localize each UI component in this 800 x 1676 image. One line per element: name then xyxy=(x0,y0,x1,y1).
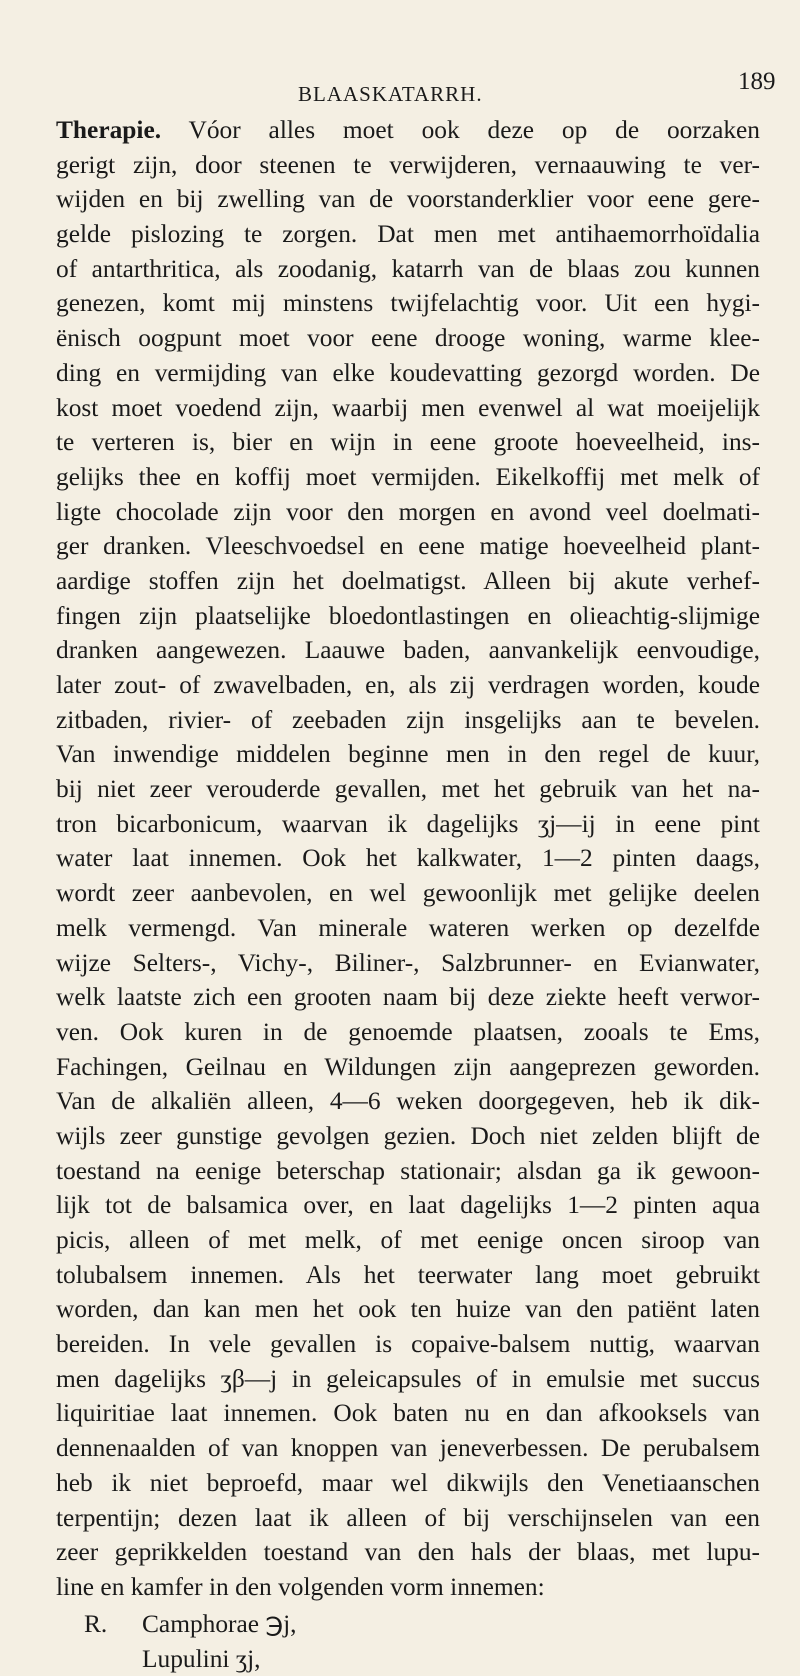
text-line: gerigt zijn, door steenen te verwijderen, vernaauwing te ver- xyxy=(56,150,760,179)
text-line: melk vermengd. Van minerale wateren werken op dezelfde xyxy=(56,913,760,942)
text-line: ënisch oogpunt moet voor eene drooge woning, warme klee- xyxy=(56,324,760,353)
text-line: liquiritiae laat innemen. Ook baten nu en dan afkooksels van xyxy=(56,1399,760,1428)
text-line: Fachingen, Geilnau en Wildungen zijn aangeprezen geworden. xyxy=(56,1052,760,1081)
prescription-line xyxy=(56,1607,760,1642)
text-line: bereiden. In vele gevallen is copaive-balsem nuttig, waarvan xyxy=(56,1330,760,1359)
text-line: Van inwendige middelen beginne men in den regel de kuur, xyxy=(56,740,760,769)
text-line: ven. Ook kuren in de genoemde plaatsen, zooals te Ems, xyxy=(56,1017,760,1046)
prescription xyxy=(56,1607,760,1676)
text-line: wijls zeer gunstige gevolgen gezien. Doch niet zelden blijft de xyxy=(56,1121,760,1150)
text-line: gelde pislozing te zorgen. Dat men met antihaemorrhoïdalia xyxy=(56,220,760,249)
text-line: worden, dan kan men het ook ten huize van den patiënt laten xyxy=(56,1295,760,1324)
text-line: welk laatste zich een grooten naam bij deze ziekte heeft verwor- xyxy=(56,983,760,1012)
text-line: terpentijn; dezen laat ik alleen of bij verschijnselen van een xyxy=(56,1503,760,1532)
first-line-text: Vóor alles moet ook deze op de oorzaken xyxy=(188,116,760,144)
text-line: tolubalsem innemen. Als het teerwater lang moet gebruikt xyxy=(56,1260,760,1289)
text-line: wijze Selters-, Vichy-, Biliner-, Salzbrunner- en Evianwater, xyxy=(56,948,760,977)
text-line: toestand na eenige beterschap stationair; alsdan ga ik gewoon- xyxy=(56,1156,760,1185)
prescription-item: Lupulini ʒj, xyxy=(142,1644,261,1673)
text-line: Van de alkaliën alleen, 4—6 weken doorgegeven, heb ik dik- xyxy=(56,1087,760,1116)
text-line: aardige stoffen zijn het doelmatigst. Alleen bij akute verhef- xyxy=(56,566,760,595)
text-line: fingen zijn plaatselijke bloedontlastingen en olieachtig-slijmige xyxy=(56,601,760,630)
body-paragraph xyxy=(56,113,760,1605)
page-number: 189 xyxy=(738,68,776,95)
text-line: dranken aangewezen. Laauwe baden, aanvankelijk eenvoudige, xyxy=(56,636,760,665)
section-lead-word: Therapie. xyxy=(56,116,162,144)
text-line: genezen, komt mij minstens twijfelachtig voor. Uit een hygi- xyxy=(56,289,760,318)
text-line: of antarthritica, als zoodanig, katarrh van de blaas zou kunnen xyxy=(56,254,760,283)
text-line: zeer geprikkelden toestand van den hals der blaas, met lupu- xyxy=(56,1538,760,1567)
running-title: BLAASKATARRH. xyxy=(298,82,483,106)
text-line: men dagelijks ʒβ—j in geleicapsules of in emulsie met succus xyxy=(56,1364,760,1393)
recipe-mark: R. xyxy=(84,1610,108,1639)
prescription-item: Camphorae ℈j, xyxy=(142,1610,297,1639)
text-line: wordt zeer aanbevolen, en wel gewoonlijk met gelijke deelen xyxy=(56,879,760,908)
text-line: ligte chocolade zijn voor den morgen en avond veel doelmati- xyxy=(56,497,760,526)
text-line: dennenaalden of van knoppen van jeneverbessen. De perubalsem xyxy=(56,1434,760,1463)
text-line xyxy=(56,113,760,148)
text-line: tron bicarbonicum, waarvan ik dagelijks ʒj—ij in eene pint xyxy=(56,809,760,838)
text-line: te verteren is, bier en wijn in eene groote hoeveelheid, ins- xyxy=(56,428,760,457)
text-line: water laat innemen. Ook het kalkwater, 1—2 pinten daags, xyxy=(56,844,760,873)
text-line: heb ik niet beproefd, maar wel dikwijls den Venetiaanschen xyxy=(56,1468,760,1497)
text-line: line en kamfer in den volgenden vorm innemen: xyxy=(56,1572,545,1601)
text-line: ding en vermijding van elke koudevatting gezorgd worden. De xyxy=(56,358,760,387)
running-header xyxy=(0,68,800,112)
text-line: bij niet zeer verouderde gevallen, met het gebruik van het na- xyxy=(56,775,760,804)
text-line: kost moet voedend zijn, waarbij men evenwel al wat moeijelijk xyxy=(56,393,760,422)
text-line: zitbaden, rivier- of zeebaden zijn insgelijks aan te bevelen. xyxy=(56,705,760,734)
text-line: wijden en bij zwelling van de voorstanderklier voor eene gere- xyxy=(56,185,760,214)
text-line: later zout- of zwavelbaden, en, als zij verdragen worden, koude xyxy=(56,671,760,699)
text-line: picis, alleen of met melk, of met eenige oncen siroop van xyxy=(56,1226,760,1254)
prescription-line xyxy=(56,1642,760,1676)
text-line: ger dranken. Vleeschvoedsel en eene matige hoeveelheid plant- xyxy=(56,532,760,561)
text-line: lijk tot de balsamica over, en laat dagelijks 1—2 pinten aqua xyxy=(56,1191,760,1220)
text-line: gelijks thee en koffij moet vermijden. Eikelkoffij met melk of xyxy=(56,462,760,491)
